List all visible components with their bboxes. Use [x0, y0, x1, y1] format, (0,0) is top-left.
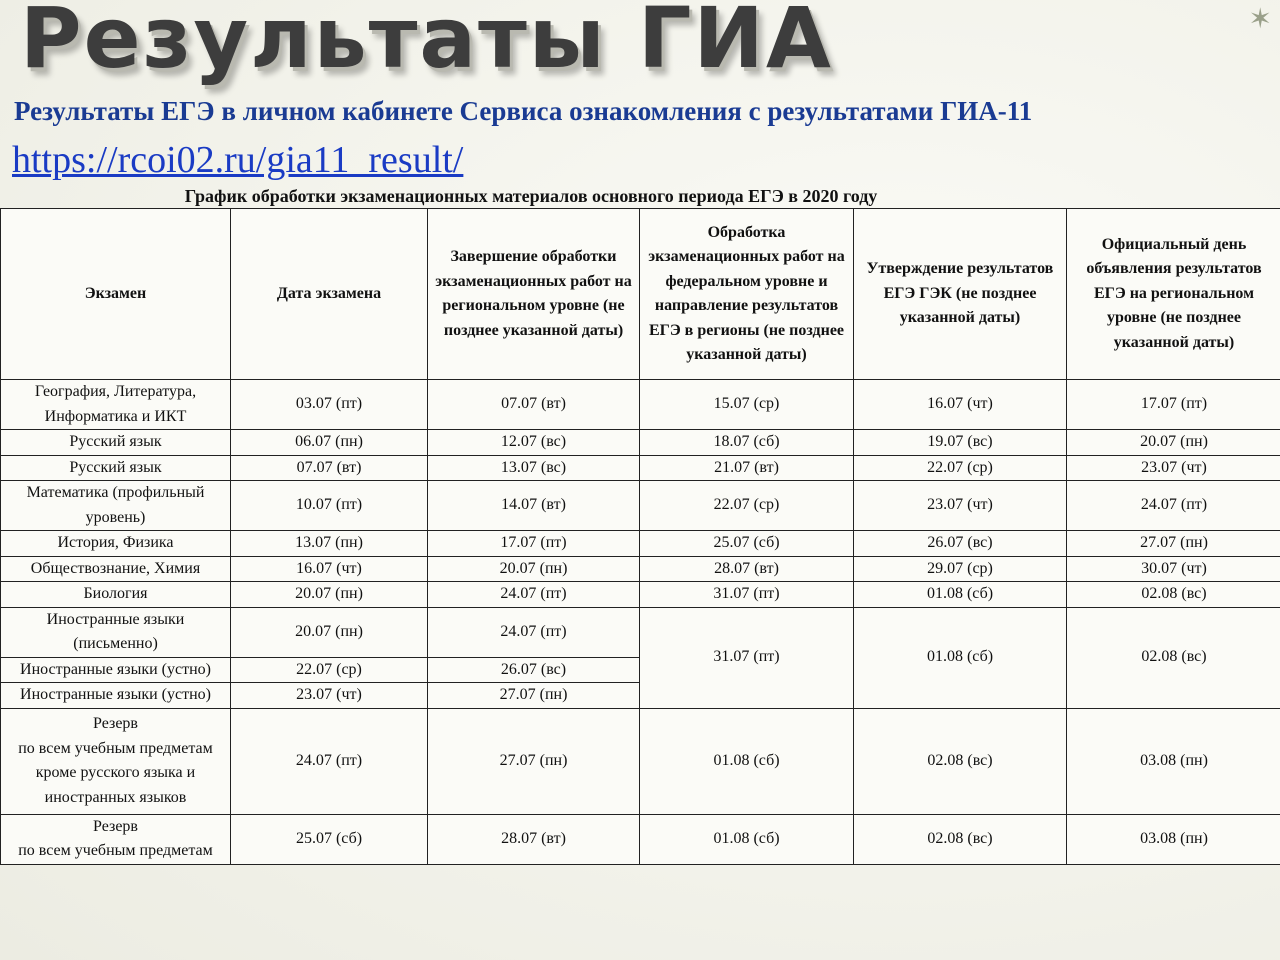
- header-official-announcement: Официальный день объявления результатов ЕГЭ на региональном уровне (не позднее указанной даты): [1067, 209, 1280, 380]
- cell-date: 24.07 (пт): [231, 708, 428, 814]
- cell-announcement: 02.08 (вс): [1067, 607, 1280, 708]
- cell-approval: 29.07 (ср): [854, 556, 1067, 582]
- table-header-row: [1, 209, 1280, 380]
- cell-exam: Иностранные языки (устно): [1, 657, 231, 683]
- cell-date: 06.07 (пн): [231, 430, 428, 456]
- table-row: [1, 380, 1280, 430]
- cell-announcement: 27.07 (пн): [1067, 531, 1280, 557]
- cell-date: 16.07 (чт): [231, 556, 428, 582]
- cell-announcement: 03.08 (пн): [1067, 814, 1280, 864]
- table-row: [1, 607, 1280, 657]
- cell-regional: 27.07 (пн): [428, 683, 640, 709]
- cell-exam: Иностранные языки (письменно): [1, 607, 231, 657]
- header-federal-processing: Обработка экзаменационных работ на федеральном уровне и направление результатов ЕГЭ в регионы (не позднее указанной даты): [640, 209, 854, 380]
- cell-regional: 28.07 (вт): [428, 814, 640, 864]
- cell-date: 13.07 (пн): [231, 531, 428, 557]
- cell-date: 07.07 (вт): [231, 455, 428, 481]
- cell-federal: 22.07 (ср): [640, 481, 854, 531]
- table-row: [1, 814, 1280, 864]
- cell-date: 25.07 (сб): [231, 814, 428, 864]
- cell-exam: Русский язык: [1, 430, 231, 456]
- header-exam: Экзамен: [1, 209, 231, 380]
- cell-federal: 31.07 (пт): [640, 582, 854, 608]
- table-caption: График обработки экзаменационных материалов основного периода ЕГЭ в 2020 году: [184, 186, 878, 206]
- cell-regional: 27.07 (пн): [428, 708, 640, 814]
- cell-regional: 20.07 (пн): [428, 556, 640, 582]
- cell-regional: 17.07 (пт): [428, 531, 640, 557]
- cell-date: 20.07 (пн): [231, 582, 428, 608]
- results-link[interactable]: https://rcoi02.ru/gia11_result/: [12, 139, 464, 181]
- cell-date: 23.07 (чт): [231, 683, 428, 709]
- slide-title: Результаты ГИА: [20, 0, 833, 87]
- cell-announcement: 30.07 (чт): [1067, 556, 1280, 582]
- cell-date: 03.07 (пт): [231, 380, 428, 430]
- cell-federal: 01.08 (сб): [640, 814, 854, 864]
- cell-approval: 02.08 (вс): [854, 814, 1067, 864]
- cell-announcement: 17.07 (пт): [1067, 380, 1280, 430]
- cell-regional: 26.07 (вс): [428, 657, 640, 683]
- cell-date: 22.07 (ср): [231, 657, 428, 683]
- cell-announcement: 23.07 (чт): [1067, 455, 1280, 481]
- cell-federal: 15.07 (ср): [640, 380, 854, 430]
- cell-exam: Русский язык: [1, 455, 231, 481]
- cell-exam: Биология: [1, 582, 231, 608]
- cell-federal: 18.07 (сб): [640, 430, 854, 456]
- cell-date: 10.07 (пт): [231, 481, 428, 531]
- cell-exam: Обществознание, Химия: [1, 556, 231, 582]
- cell-exam: Иностранные языки (устно): [1, 683, 231, 709]
- cell-regional: 12.07 (вс): [428, 430, 640, 456]
- table-row: [1, 582, 1280, 608]
- cell-approval: 01.08 (сб): [854, 582, 1067, 608]
- cell-approval: 16.07 (чт): [854, 380, 1067, 430]
- cell-exam: Резерв по всем учебным предметам: [1, 814, 231, 864]
- slide-subtitle: Результаты ЕГЭ в личном кабинете Сервиса ознакомления с результатами ГИА-11: [14, 96, 1033, 126]
- cell-regional: 07.07 (вт): [428, 380, 640, 430]
- table-row: [1, 430, 1280, 456]
- schedule-table: [0, 208, 1280, 865]
- cell-approval: 26.07 (вс): [854, 531, 1067, 557]
- table-row: [1, 455, 1280, 481]
- table-row: [1, 531, 1280, 557]
- header-regional-processing: Завершение обработки экзаменационных работ на региональном уровне (не позднее указанной даты): [428, 209, 640, 380]
- cell-federal: 25.07 (сб): [640, 531, 854, 557]
- cell-announcement: 02.08 (вс): [1067, 582, 1280, 608]
- cell-federal: 21.07 (вт): [640, 455, 854, 481]
- cell-regional: 14.07 (вт): [428, 481, 640, 531]
- cell-date: 20.07 (пн): [231, 607, 428, 657]
- table-row: [1, 708, 1280, 814]
- star-icon: ✶: [1248, 2, 1272, 35]
- cell-approval: 19.07 (вс): [854, 430, 1067, 456]
- cell-approval: 02.08 (вс): [854, 708, 1067, 814]
- table-row: [1, 556, 1280, 582]
- cell-announcement: 24.07 (пт): [1067, 481, 1280, 531]
- header-gek-approval: Утверждение результатов ЕГЭ ГЭК (не позднее указанной даты): [854, 209, 1067, 380]
- cell-regional: 24.07 (пт): [428, 607, 640, 657]
- cell-federal: 31.07 (пт): [640, 607, 854, 708]
- cell-approval: 23.07 (чт): [854, 481, 1067, 531]
- cell-announcement: 20.07 (пн): [1067, 430, 1280, 456]
- cell-regional: 24.07 (пт): [428, 582, 640, 608]
- cell-exam: История, Физика: [1, 531, 231, 557]
- cell-federal: 28.07 (вт): [640, 556, 854, 582]
- cell-regional: 13.07 (вс): [428, 455, 640, 481]
- cell-exam: Математика (профильный уровень): [1, 481, 231, 531]
- cell-approval: 01.08 (сб): [854, 607, 1067, 708]
- cell-exam: Резерв по всем учебным предметам кроме русского языка и иностранных языков: [1, 708, 231, 814]
- cell-approval: 22.07 (ср): [854, 455, 1067, 481]
- cell-exam: География, Литература, Информатика и ИКТ: [1, 380, 231, 430]
- table-row: [1, 481, 1280, 531]
- header-exam-date: Дата экзамена: [231, 209, 428, 380]
- cell-announcement: 03.08 (пн): [1067, 708, 1280, 814]
- cell-federal: 01.08 (сб): [640, 708, 854, 814]
